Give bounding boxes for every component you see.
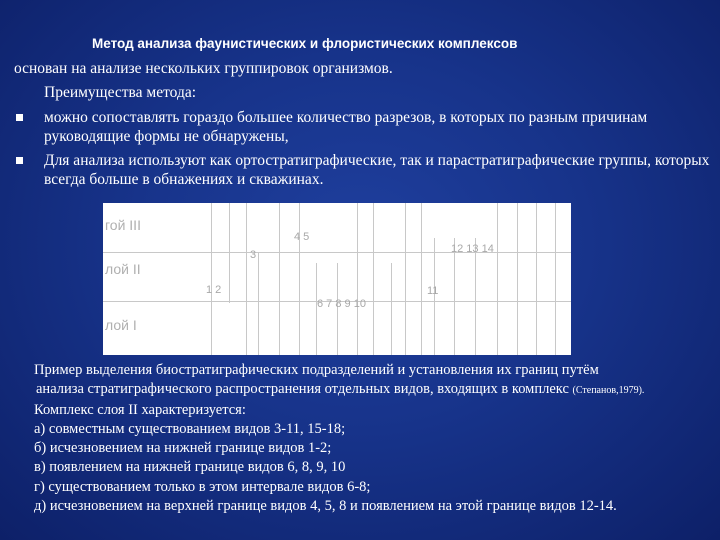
bullet-text: Для анализа используют как ортостратиграфические, так и парастратиграфические группы, которых всегда больше в обнажениях и скважинах.	[44, 152, 710, 188]
species-numbers-4-5: 4 5	[294, 231, 310, 243]
caption-item: в) появлением на нижней границе видов 6, 8, 9, 10	[34, 459, 346, 476]
range-chart-figure	[103, 203, 571, 355]
caption-item: а) совместным существованием видов 3-11, 15-18;	[34, 420, 346, 437]
caption-item: д) исчезновением на верхней границе видов 4, 5, 8 и появлением на этой границе видов 12-14.	[34, 498, 617, 515]
slide-title: Метод анализа фаунистических и флористических комплексов	[92, 36, 518, 51]
range-line	[373, 203, 374, 355]
range-line	[229, 203, 230, 303]
layer-label-i: лой I	[105, 317, 137, 333]
range-line	[405, 203, 406, 355]
caption-line: Комплекс слоя II характеризуется:	[34, 401, 246, 418]
caption-text: анализа стратиграфического распространения отдельных видов, входящих в комплекс	[36, 381, 569, 398]
range-line	[454, 238, 455, 355]
layer-label-ii: лой II	[105, 261, 141, 277]
range-line	[258, 253, 259, 355]
range-line	[211, 203, 212, 355]
range-line	[536, 203, 537, 355]
range-line	[421, 203, 422, 355]
intro-text: основан на анализе нескольких группировок организмов.	[14, 60, 393, 77]
square-bullet-icon	[16, 157, 23, 164]
square-bullet-icon	[16, 114, 23, 121]
range-line	[246, 203, 247, 355]
caption-line: Пример выделения биостратиграфических подразделений и установления их границ путём	[34, 362, 599, 378]
range-line	[555, 203, 556, 355]
species-numbers-1-2: 1 2	[206, 284, 222, 296]
caption-item: г) существованием только в этом интервале видов 6-8;	[34, 478, 371, 495]
bullet-text: можно сопоставлять гораздо большее количество разрезов, в которых по разным причинам руководящие формы не обнаружены,	[44, 109, 648, 145]
caption-line	[34, 380, 714, 400]
layer-label-iii: гой III	[105, 217, 141, 233]
range-line	[357, 203, 358, 355]
range-line	[299, 203, 300, 355]
species-numbers-6-10: 6 7 8 9 10	[317, 298, 366, 310]
species-number-11: 11	[427, 285, 439, 297]
range-line	[279, 203, 280, 355]
layer-boundary-upper	[103, 252, 571, 253]
range-line	[497, 203, 498, 355]
caption-item: б) исчезновением на нижней границе видов 1-2;	[34, 440, 332, 457]
range-line	[517, 203, 518, 355]
advantages-heading: Преимущества метода:	[44, 84, 197, 101]
figure-caption	[34, 361, 714, 516]
species-number-3: 3	[250, 249, 257, 261]
species-numbers-12-14: 12 13 14	[451, 243, 494, 255]
range-line	[391, 263, 392, 355]
caption-source: (Степанов,1979).	[572, 385, 645, 397]
range-line	[475, 238, 476, 355]
